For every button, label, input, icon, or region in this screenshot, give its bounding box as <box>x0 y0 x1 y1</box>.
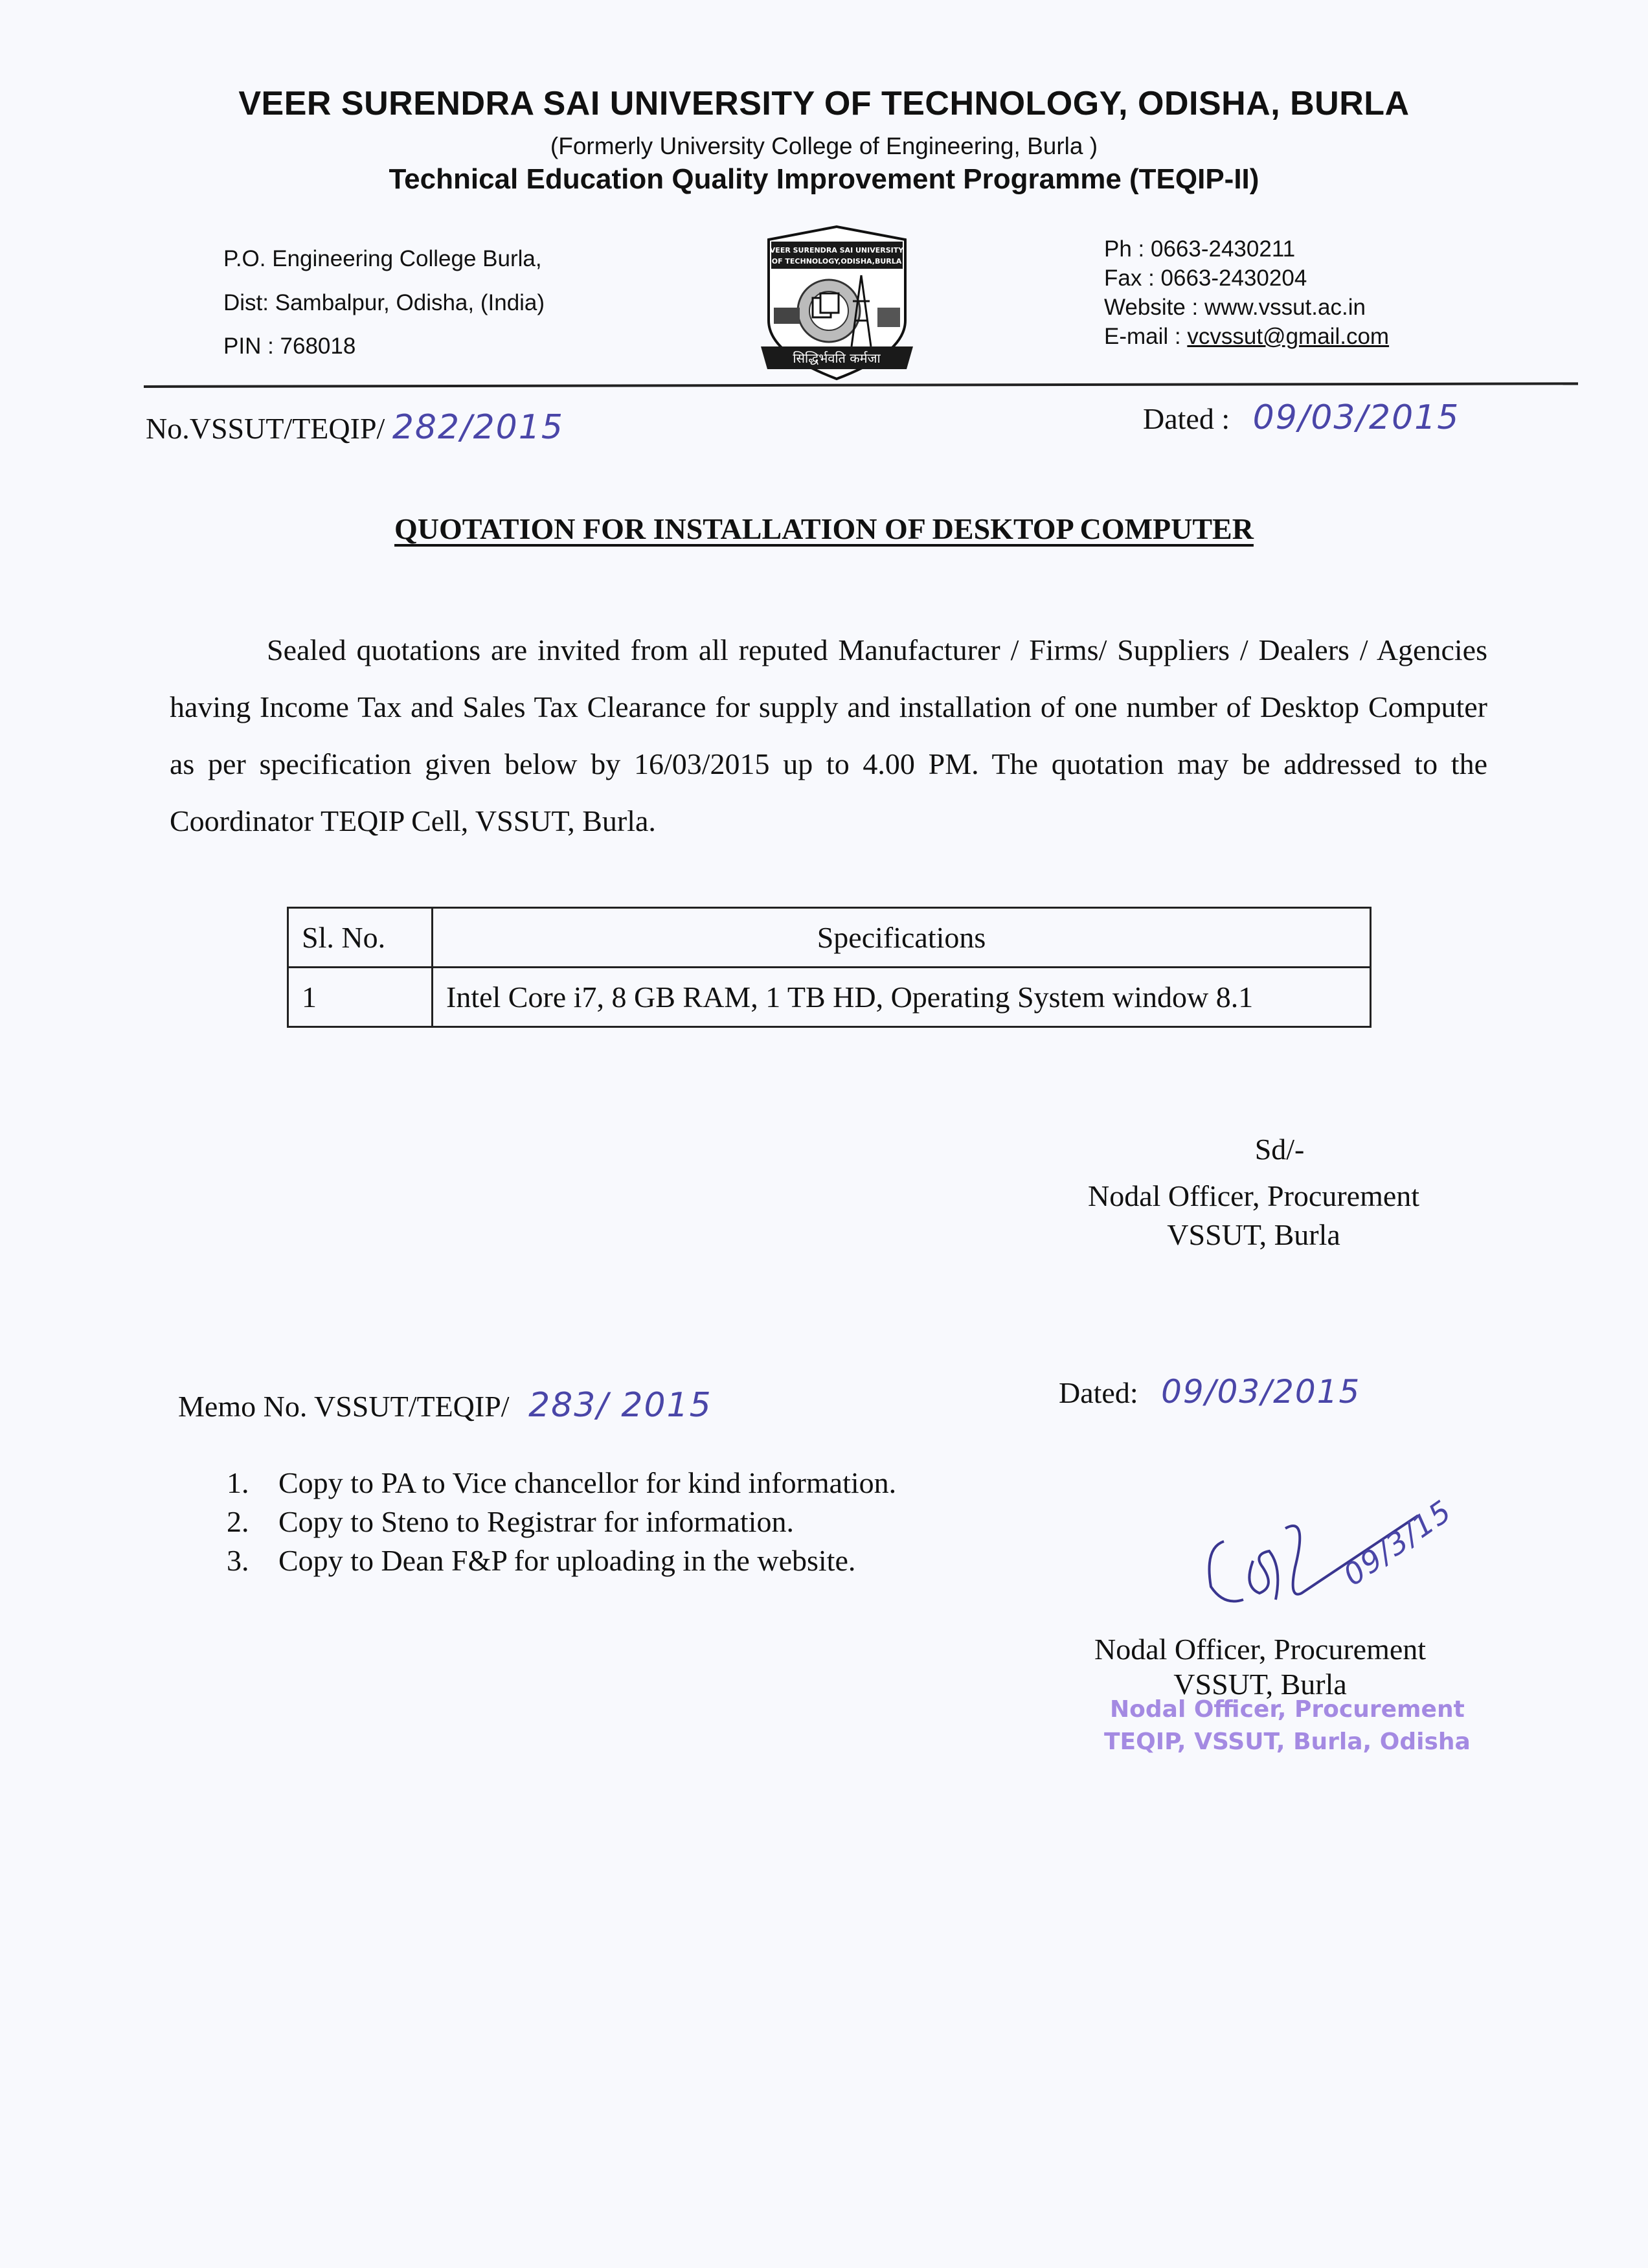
list-item: 2. Copy to Steno to Registrar for information. <box>227 1505 794 1538</box>
memo-prefix: Memo No. VSSUT/TEQIP/ <box>178 1390 510 1423</box>
table-row <box>288 968 1371 1027</box>
body-text: Sealed quotations are invited from all reputed Manufacturer / Firms/ Suppliers / Dealers / Agencies having Income Tax and Sales Tax Clearance for supply and installation of one number of Desktop Computer as per specification given below by 16/03/2015 up to 4.00 PM. The quotation may be addressed to the Coordinator TEQIP Cell, VSSUT, Burla. <box>170 633 1487 837</box>
list-item: 3. Copy to Dean F&P for uploading in the website. <box>227 1544 856 1577</box>
memo-date <box>1059 1373 1360 1411</box>
signature-date-handwritten: 09/3/15 <box>1337 1493 1459 1593</box>
reference-prefix: No.VSSUT/TEQIP/ <box>146 412 385 445</box>
table-header-row <box>288 908 1371 968</box>
reference-date <box>1143 398 1460 437</box>
memo-dated-label: Dated: <box>1059 1376 1138 1409</box>
university-name: VEER SURENDRA SAI UNIVERSITY OF TECHNOLOGY, ODISHA, BURLA <box>238 85 1410 122</box>
signatory-place-1: VSSUT, Burla <box>1167 1218 1340 1251</box>
signature-block-1 <box>1088 1130 1419 1254</box>
cell-specification: Intel Core i7, 8 GB RAM, 1 TB HD, Operating System window 8.1 <box>433 968 1371 1027</box>
reference-handwritten-number: 282/2015 <box>392 408 564 447</box>
signatory-place-2: VSSUT, Burla <box>1173 1668 1347 1701</box>
memo-handwritten-date: 09/03/2015 <box>1161 1373 1361 1411</box>
address-line-1: P.O. Engineering College Burla, <box>223 246 542 271</box>
email-label: E-mail : <box>1104 324 1188 349</box>
handwritten-date: 09/03/2015 <box>1252 398 1460 437</box>
address-line-3: PIN : 768018 <box>223 334 356 359</box>
address-line-2: Dist: Sambalpur, Odisha, (India) <box>223 290 545 315</box>
stamp-line-1: Nodal Officer, Procurement <box>1110 1696 1465 1723</box>
email-row <box>1104 322 1389 351</box>
dated-label: Dated : <box>1143 402 1230 435</box>
signatory-designation-1: Nodal Officer, Procurement <box>1088 1179 1420 1212</box>
specifications-table <box>287 907 1371 1028</box>
list-item: 1. Copy to PA to Vice chancellor for kind information. <box>227 1466 897 1499</box>
logo-banner-2: OF TECHNOLOGY,ODISHA,BURLA <box>771 257 902 266</box>
memo-handwritten-number: 283/ 2015 <box>528 1386 712 1425</box>
website-link[interactable]: Website : www.vssut.ac.in <box>1104 295 1366 320</box>
fax: Fax : 0663-2430204 <box>1104 266 1307 291</box>
signatory-designation-2: Nodal Officer, Procurement <box>1094 1633 1427 1666</box>
formerly-subtitle: (Formerly University College of Engineering, Burla ) <box>550 133 1098 159</box>
official-stamp <box>1104 1694 1471 1758</box>
university-logo-icon <box>754 223 920 382</box>
phone: Ph : 0663-2430211 <box>1104 236 1296 262</box>
stamp-line-2: TEQIP, VSSUT, Burla, Odisha <box>1104 1729 1471 1755</box>
email-link[interactable]: vcvssut@gmail.com <box>1187 324 1390 349</box>
header-divider <box>144 382 1578 388</box>
programme-title: Technical Education Quality Improvement Programme (TEQIP-II) <box>389 163 1259 195</box>
cell-sl-no: 1 <box>288 968 433 1027</box>
sd-mark: Sd/- <box>1254 1133 1305 1166</box>
contact-block <box>1104 234 1389 351</box>
document-heading: QUOTATION FOR INSTALLATION OF DESKTOP COMPUTER <box>394 512 1254 545</box>
memo-number <box>178 1386 712 1425</box>
reference-number <box>146 408 564 447</box>
signature-block-2 <box>1094 1632 1426 1702</box>
logo-banner-1: VEER SURENDRA SAI UNIVERSITY <box>769 246 904 255</box>
logo-motto: सिद्धिर्भवति कर्मजा <box>793 350 881 366</box>
header-sl-no: Sl. No. <box>288 908 433 968</box>
body-paragraph <box>170 622 1487 850</box>
header-specifications: Specifications <box>433 908 1371 968</box>
copy-list <box>227 1464 896 1580</box>
